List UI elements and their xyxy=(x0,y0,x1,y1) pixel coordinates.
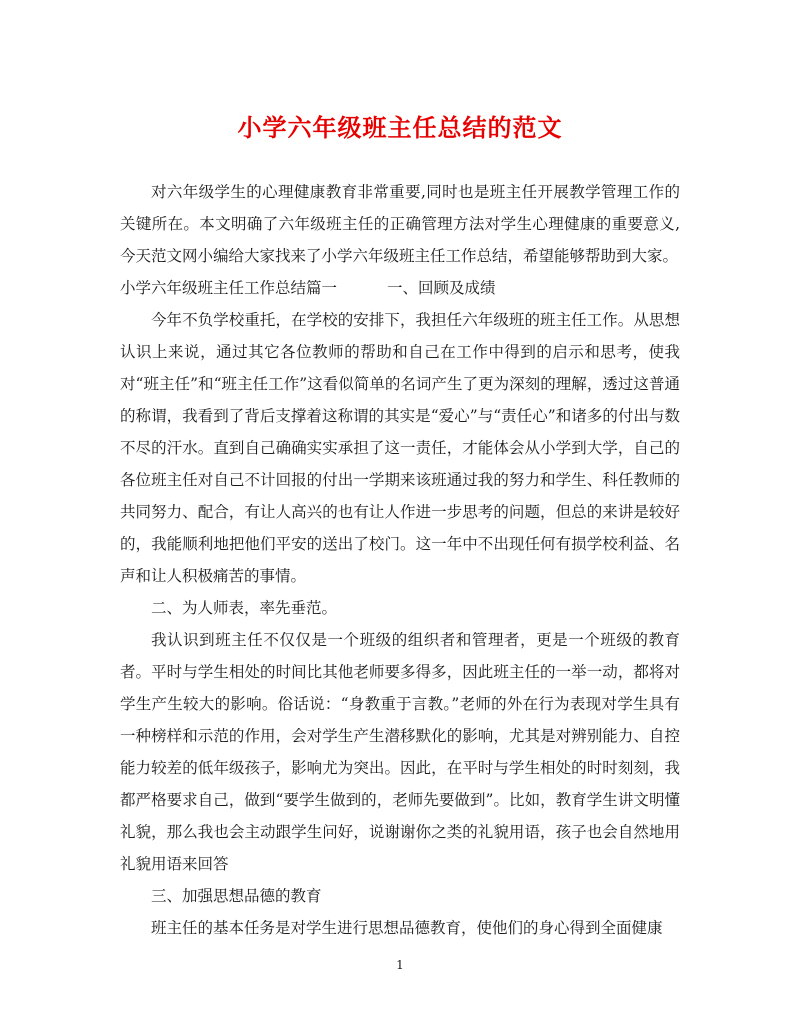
section-heading-2: 二、为人师表，率先垂范。 xyxy=(151,599,338,617)
document-title: 小学六年级班主任总结的范文 xyxy=(237,113,563,142)
section-heading-part-b: 一、回顾及成绩 xyxy=(387,279,496,297)
intro-paragraph: 对六年级学生的心理健康教育非常重要,同时也是班主任开展教学管理工作的关键所在。本文明确了六年级班主任的正确管理方法对学生心理健康的重要意义,今天范文网小编给大家找来了小学六年级班主任工作总结，希望能够帮助到大家。 xyxy=(120,183,680,265)
section-heading-part-a: 小学六年级班主任工作总结篇一 xyxy=(120,279,338,297)
section-heading-3: 三、加强思想品德的教育 xyxy=(151,887,322,905)
paragraph-role-model: 我认识到班主任不仅仅是一个班级的组织者和管理者，更是一个班级的教育者。平时与学生相处的时间比其他老师要多得多，因此班主任的一举一动，都将对学生产生较大的影响。俗话说：“身教重于言教。”老师的外在行为表现对学生具有一种榜样和示范的作用，会对学生产生潜移默化的影响，尤其是对辨别能力、自控能力较差的低年级孩子，影响尤为突出。因此，在平时与学生相处的时时刻刻，我都严格要求自己，做到“要学生做到的，老师先要做到”。比如，教育学生讲文明懂礼貌，那么我也会主动跟学生问好，说谢谢你之类的礼貌用语，孩子也会自然地用礼貌用语来回答 xyxy=(120,631,680,873)
paragraph-moral-education: 班主任的基本任务是对学生进行思想品德教育，使他们的身心得到全面健康 xyxy=(151,919,663,937)
section-heading-line xyxy=(120,272,680,304)
page-number: 1 xyxy=(396,958,404,972)
paragraph-review: 今年不负学校重托，在学校的安排下，我担任六年级班的班主任工作。从思想认识上来说，通过其它各位教师的帮助和自己在工作中得到的启示和思考，使我对“班主任”和“班主任工作”这看似简单的名词产生了更为深刻的理解，透过这普通的称谓，我看到了背后支撑着这称谓的其实是“爱心”与“责任心”和诸多的付出与数不尽的汗水。直到自己确确实实承担了这一责任，才能体会从小学到大学，自己的各位班主任对自己不计回报的付出一学期来该班通过我的努力和学生、科任教师的共同努力、配合，有让人高兴的也有让人作进一步思考的问题，但总的来讲是较好的，我能顺利地把他们平安的送出了校门。这一年中不出现任何有损学校利益、名声和让人积极痛苦的事情。 xyxy=(120,311,680,585)
document-body xyxy=(120,176,680,944)
